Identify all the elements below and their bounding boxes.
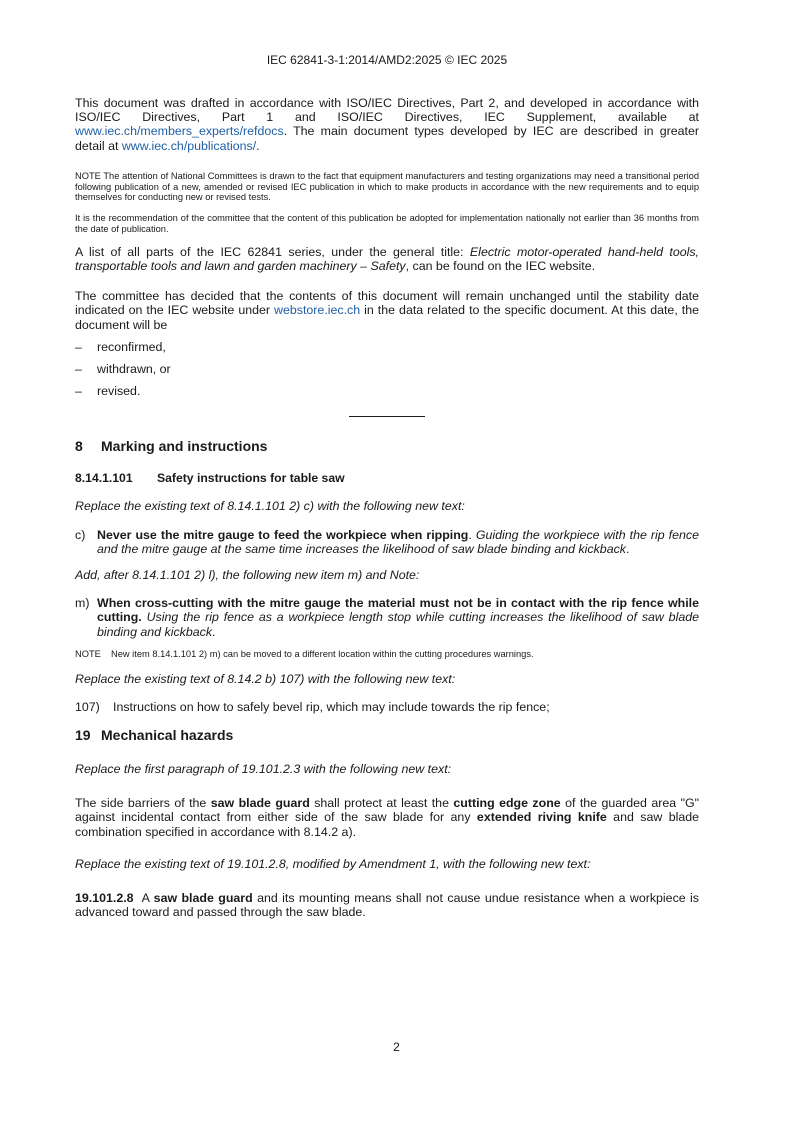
amendment-instruction: Replace the first paragraph of 19.101.2.3 with the following new text:	[75, 762, 452, 777]
amendment-instruction: Add, after 8.14.1.101 2) l), the following new item m) and Note:	[75, 568, 420, 583]
list-item-c: c) Never use the mitre gauge to feed the workpiece when ripping. Guiding the workpiece with the rip fence and the mitre gauge at the same time increases the likelihood of saw blade binding and kickback.	[75, 527, 699, 556]
list-item: – reconfirmed,	[75, 339, 166, 354]
intro-paragraph-series: A list of all parts of the IEC 62841 series, under the general title: Electric motor-operated hand-held tools, transportable tools and lawn and garden machinery – Safety, can be found on the IEC website.	[75, 244, 700, 273]
section-heading-19: 19 Mechanical hazards	[75, 727, 234, 744]
note-recommendation: It is the recommendation of the committee that the content of this publication be adopted for implementation nationally not earlier than 36 months from the date of publication.	[75, 213, 699, 234]
intro-paragraph-directives: This document was drafted in accordance with ISO/IEC Directives, Part 2, and developed in accordance with ISO/IEC Directives, Part 1 and ISO/IEC Directives, IEC Supplement, available at www.iec.ch/members_experts/refdocs. The main document types developed by IEC are described in greater detail at www.iec.ch/publications/.	[75, 96, 699, 153]
amendment-instruction: Replace the existing text of 8.14.2 b) 107) with the following new text:	[75, 671, 456, 686]
list-item-107: 107) Instructions on how to safely bevel rip, which may include towards the rip fence;	[75, 699, 550, 714]
subsection-heading-8-14-1-101: 8.14.1.101 Safety instructions for table saw	[75, 471, 345, 486]
intro-paragraph-stability: The committee has decided that the contents of this document will remain unchanged until the stability date indicated on the IEC website under webstore.iec.ch in the data related to the specific document. At this date, the document will be	[75, 289, 699, 332]
paragraph-19-101-2-8: 19.101.2.8 A saw blade guard and its mounting means shall not cause undue resistance when a workpiece is advanced toward and passed through the saw blade.	[75, 891, 699, 920]
separator-rule	[349, 416, 425, 417]
webstore-link[interactable]: webstore.iec.ch	[274, 303, 361, 318]
document-page	[75, 52, 699, 919]
paragraph-side-barriers: The side barriers of the saw blade guard shall protect at least the cutting edge zone of the guarded area "G" against incidental contact from either side of the saw blade for any extended riving knife and saw blade combination specified in accordance with 8.14.2 a).	[75, 796, 700, 839]
amendment-instruction: Replace the existing text of 8.14.1.101 2) c) with the following new text:	[75, 499, 465, 514]
stability-options-list	[75, 340, 699, 399]
note-national-committees: NOTE The attention of National Committees is drawn to the fact that equipment manufacturers and testing organizations may need a transitional period following publication of a new, amended or revised IEC publication in which to make products in accordance with the new requirements and to equip themselves for conducting new or revised tests.	[75, 170, 699, 203]
list-item: – revised.	[75, 384, 141, 399]
list-item: – withdrawn, or	[75, 362, 171, 377]
refdocs-link[interactable]: www.iec.ch/members_experts/refdocs	[75, 124, 284, 139]
amendment-instruction: Replace the existing text of 19.101.2.8, modified by Amendment 1, with the following new text:	[75, 856, 591, 871]
section-heading-8: 8 Marking and instructions	[75, 438, 268, 455]
page-number: 2	[393, 1040, 400, 1054]
note-item-m: NOTE New item 8.14.1.101 2) m) can be moved to a different location within the cutting procedures warnings.	[75, 648, 534, 659]
page-header: IEC 62841-3-1:2014/AMD2:2025 © IEC 2025	[266, 53, 508, 67]
list-item-m: m) When cross-cutting with the mitre gauge the material must not be in contact with the rip fence while cutting. Using the rip fence as a workpiece length stop while cutting increases the likelihood of saw blade binding and kickback.	[75, 596, 699, 639]
publications-link[interactable]: www.iec.ch/publications/	[121, 138, 257, 153]
